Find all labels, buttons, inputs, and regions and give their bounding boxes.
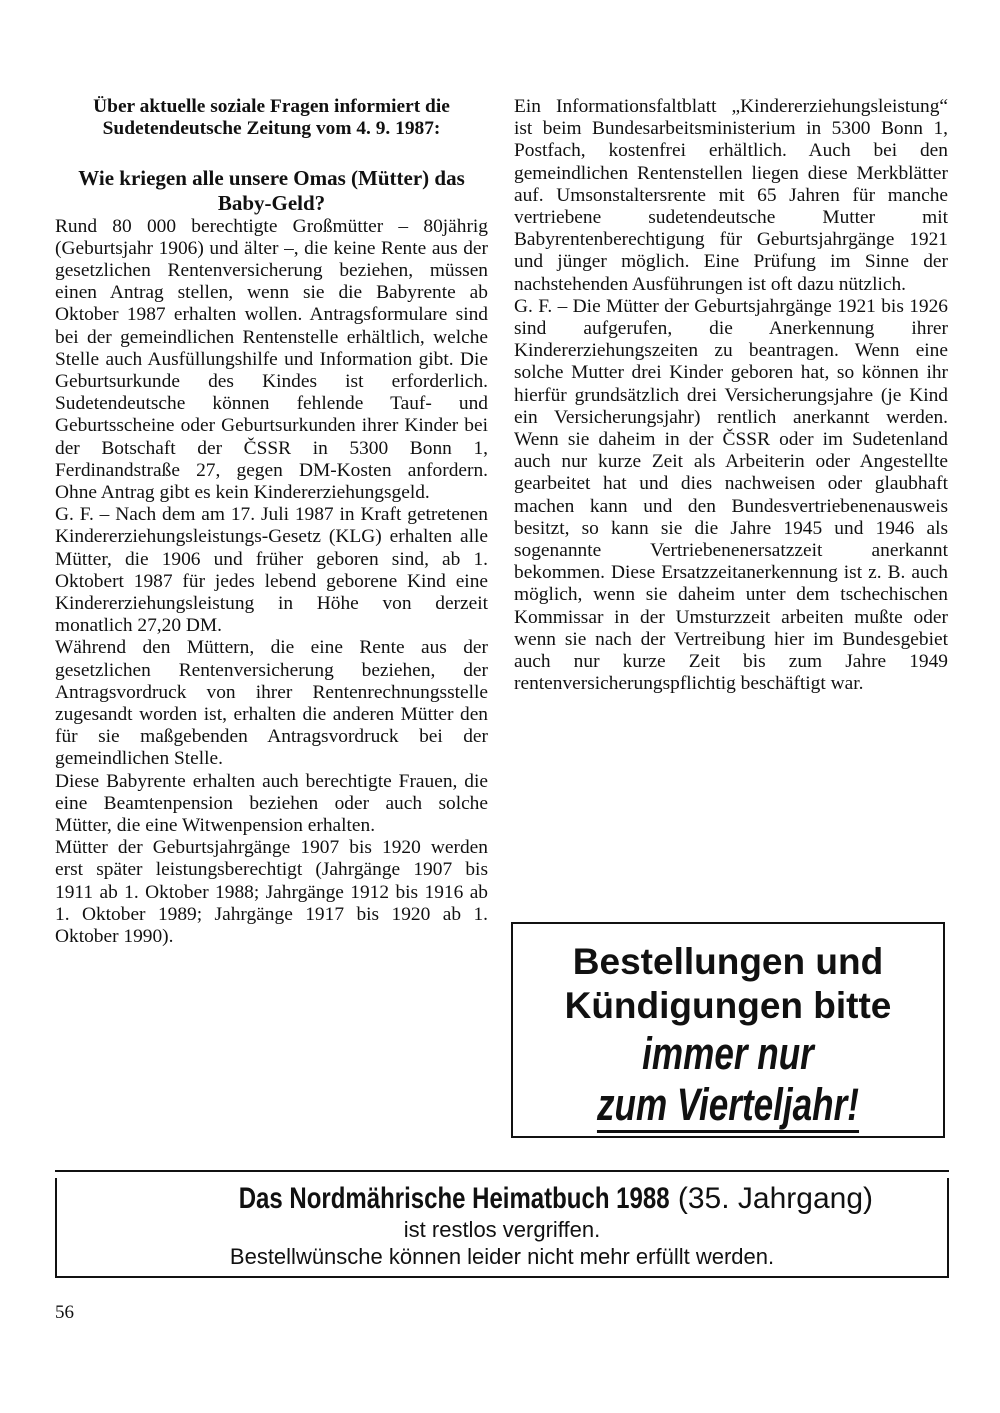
article-headline: Wie kriegen alle unsere Omas (Mütter) das Baby-Geld? — [78, 165, 465, 215]
order-notice-emphasis-underlined: zum Vierteljahr! — [597, 1080, 859, 1133]
book-notice-line: ist restlos vergriffen. — [403, 1217, 601, 1242]
order-notice-line: Bestellungen und — [572, 941, 884, 982]
book-notice-box — [55, 1178, 949, 1278]
article-paragraph: G. F. – Die Mütter der Geburtsjahrgänge 1921 bis 1926 sind aufgerufen, die Anerkennung ihrer Kindererziehungszeiten zu beantragen. Wenn eine solche Mutter drei Kinder geboren hat, so können ihr hierfür grundsätzlich drei Versicherungsjahre (je Kind ein Versicherungsjahr) rentlich anerkannt werden. Wenn sie daheim in der ČSSR oder im Sudetenland auch nur kurze Zeit als Arbeiterin oder Angestellte gearbeitet hat und dies nachweisen oder glaubhaft machen kann und den Bundesvertriebenenausweis besitzt, so kann sie die Jahre 1945 und 1946 als sogenannte Vertriebenenersatzzeit anerkannt bekommen. Diese Ersatzzeitanerkennung ist z. B. auch möglich, wenn sie daheim unter dem tschechischen Kommissar in der Umsturzzeit arbeiten mußte oder wenn sie nach der Vertreibung hier im Bundesgebiet auch nur kurze Zeit bis zum Jahre 1949 rentenversicherungspflichtig beschäftigt war. — [514, 295, 948, 695]
article-paragraph: G. F. – Nach dem am 17. Juli 1987 in Kraft getretenen Kindererziehungsleistungs-Gesetz (KLG) erhalten alle Mütter, die 1906 und früher geboren sind, ab 1. Oktobert 1987 für jedes lebend geborene Kind eine Kindererziehungsleistung in Höhe von derzeit monatlich 27,20 DM. — [55, 504, 488, 637]
order-notice-emphasis: immer nur — [642, 1028, 814, 1079]
book-notice-title-rest: (35. Jahrgang) — [677, 1182, 873, 1215]
book-notice-title — [57, 1181, 947, 1217]
book-notice-title-bold: Das Nordmährische Heimatbuch 1988 — [238, 1182, 670, 1215]
book-notice-line: Bestellwünsche können leider nicht mehr erfüllt werden. — [229, 1244, 775, 1269]
divider-rule — [55, 1170, 949, 1172]
article-paragraph: Ein Informationsfaltblatt „Kindererziehungsleistung“ ist beim Bundesarbeitsministerium in 5300 Bonn 1, Postfach, kostenfrei erhältlich. Auch bei den gemeindlichen Rentenstellen liegen diese Merkblätter auf. Umsonstaltersrente mit 65 Jahren für manche vertriebene sudetendeutsche Mutter mit Babyrentenberechtigung für Geburtsjahrgänge 1921 und jünger möglich. Eine Prüfung im Sinne der nachstehenden Ausführungen ist oft dazu nützlich. — [514, 96, 948, 295]
article-paragraph: Diese Babyrente erhalten auch berechtigte Frauen, die eine Beamtenpension beziehen oder auch solche Mütter, die eine Witwenpension erhalten. — [55, 770, 488, 837]
article-right-column — [514, 96, 948, 695]
order-notice-line: Kündigungen bitte — [564, 985, 892, 1026]
article-paragraph: Während den Müttern, die eine Rente aus der gesetzlichen Rentenversicherung beziehen, der Antragsvordruck von ihrer Rentenrechnungsstelle zugesandt worden ist, erhalten die anderen Mütter den für sie maßgebenden Antragsvordruck bei der gemeindlichen Stelle. — [55, 637, 488, 770]
article-paragraph: Mütter der Geburtsjahrgänge 1907 bis 1920 werden erst später leistungsberechtigt (Jahrgänge 1907 bis 1911 ab 1. Oktober 1988; Jahrgänge 1912 bis 1916 ab 1. Oktober 1989; Jahrgänge 1917 bis 1920 ab 1. Oktober 1990). — [55, 837, 488, 948]
article-intro: Über aktuelle soziale Fragen informiert die Sudetendeutsche Zeitung vom 4. 9. 1987: — [93, 96, 450, 140]
page-number: 56 — [55, 1302, 74, 1323]
article-paragraph: Rund 80 000 berechtigte Großmütter – 80jährig (Geburtsjahr 1906) und älter –, die keine Rente aus der gesetzlichen Rentenversicherung beziehen, müssen einen Antrag stellen, wenn sie die Babyrente ab Oktober 1987 erhalten wollen. Antragsformulare sind bei der gemeindlichen Rentenstelle erhältlich, welche Stelle auch Ausfüllungshilfe und Information gibt. Die Geburtsurkunde des Kindes ist erforderlich. Sudetendeutsche können fehlende Tauf- und Geburtsscheine oder Geburtsurkunden ihrer Kinder bei der Botschaft der ČSSR in 5300 Bonn 1, Ferdinandstraße 27, gegen DM-Kosten anfordern. Ohne Antrag gibt es kein Kindererziehungsgeld. — [55, 215, 488, 504]
article-left-column — [55, 96, 488, 948]
order-notice-box — [511, 922, 945, 1138]
